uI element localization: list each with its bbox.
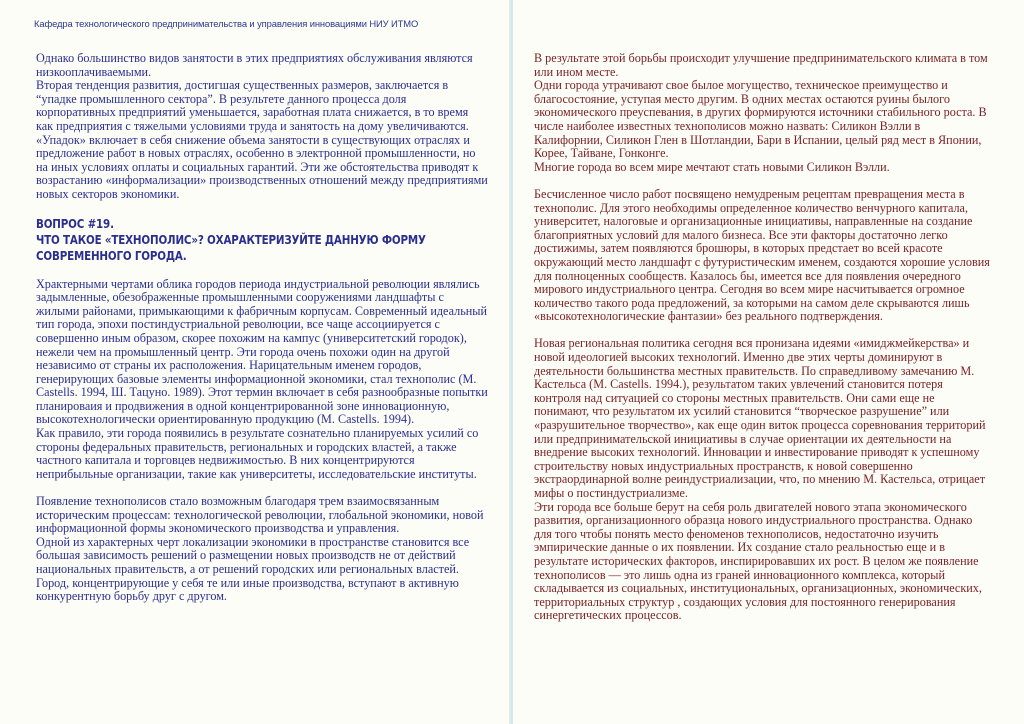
paragraph: Многие города во всем мире мечтают стать новыми Силикон Вэлли. — [534, 159, 890, 174]
paragraph-gap — [534, 174, 990, 188]
paragraph: Новая региональная политика сегодня вся пронизана идеями «имиджмейкерства» и новой идеологией высоких технологий. Именно две этих черты доминируют в деятельности большинства местных правительств. По справедливому замечанию М. Кастельса (M. Castells. 1994.), результатом таких увлечений становится потеря контроля над ситуацией со стороны местных правительств. Они сами еще не понимают, что результатом их усилий становится “творческое разрушение” или «разрушительное творчество», как еще один виток процесса соревнования территорий или предпринимательской инициативы в случае ориентации их деятельности на внедрение высоких технологий. Инновации и инвестирование приводят к успешному строительству новых индустриальных пространств, к новой совершенно экстраординарной волне реиндустриализации, что, по мнению М. Кастельса, отрицает мифы о постиндустриализме. — [534, 336, 986, 500]
paragraph: Однако большинство видов занятости в этих предприятиях обслуживания являются низкооплачиваемыми. — [36, 51, 473, 79]
left-page — [0, 0, 511, 724]
question-heading — [36, 216, 483, 264]
right-column — [534, 52, 990, 623]
paragraph: Одной из характерных черт локализации экономики в пространстве становится все большая зависимость решений о размещении новых производств не от действий национальных правительств, а от решений городских или региональных властей. Город, концентрирующие у себя те или иные производства, вступают в активную конкурентную борьбу друг с другом. — [36, 534, 470, 604]
paragraph-gap — [534, 324, 990, 338]
paragraph: Как правило, эти города появились в результате сознательно планируемых усилий со стороны федеральных правительств, региональных и городских властей, а также частного капитала и торговцев недвижимостью. В них концентрируются неприбыльные организации, такие как университеты, исследовательские институты. — [36, 426, 479, 481]
paragraph: Эти города все больше берут на себя роль двигателей нового этапа экономического развития, организационного образца нового индустриального пространства. Однако для того чтобы понять место феноменов технополисов, недостаточно изучить эмпирические данные о их появлении. Их создание стало реальностью еще и в результате исторических факторов, инспирировавших их рост. В целом же появление технополисов — это лишь одна из граней инновационного комплекса, который складывается из социальных, институциональных, организационных, экономических, территориальных структур , создающих условия для постоянного генерирования синергетических процессов. — [534, 499, 982, 623]
question-title-line: СОВРЕМЕННОГО ГОРОДА. — [36, 248, 187, 263]
paragraph: Бесчисленное число работ посвящено немудреным рецептам превращения места в технополис. Для этого необходимы определенное количество венчурного капитала, университет, налоговые и организационные инициативы, направленные на создание благоприятных условий для малого бизнеса. Все эти факторы достаточно легко достижимы, затем появляются брошюры, в которых предстает во всей красоте окружающий место ландшафт с футуристическим именем, создаются хорошие условия для полноценных сообществ. Казалось бы, имеется все для появления очередного мирового индустриального центра. Сегодня во всем мире насчитывается огромное количество такого рода предложений, за которыми на самом деле скрываются лишь «высокотехнологические фантазии» без реального подтверждения. — [534, 186, 990, 324]
paragraph: Храктерными чертами облика городов периода индустриальной революции являлись задымленные, обезображенные промышленными сооружениями ландшафты с жилыми районами, примыкающими к фабричным корпусам. Современный идеальный тип города, эпохи постиндустриальной революции, все чаще ассоциируется с совершенно иным образом, скорее похожим на кампус (университетский городок), нежели чем на промышленный центр. Эти города очень похожи один на другой независимо от страны их расположения. Нарицательным именем городов, генерирующих базовые элементы информационной экономики, стал технополис (M. Castells. 1994, Ш. Тацуно. 1989). Этот термин включает в себя разнообразные попытки планироваия и продвижения в одной концентрированной зоне инновационную, высокотехнологически ориентированную продукцию (M. Castells. 1994). — [36, 276, 488, 427]
paragraph: Вторая тенденция развития, достигшая существенных размеров, заключается в “упадке промышленного сектора”. В результете данного процесса доля корпоративных предприятий уменьшается, заработная плата снижается, в то время как предприятия с тяжелыми условиями труда и занятость на дому увеличиваются. «Упадок» включает в себя снижение объема занятости в существующих отраслях и предложение работ в новых отраслях, особенно в электронной промышленности, но на иных условиях оплаты и социальных гарантий. Эти же обстоятельства приводят к возрастанию «информализации» производственных отношений между предприятиями новых секторов экономики. — [36, 78, 488, 201]
left-column — [36, 52, 488, 604]
paragraph: В результате этой борьбы происходит улучшение предпринимательского климата в том или ином месте. — [534, 51, 988, 79]
paragraph: Появление технополисов стало возможным благодаря трем взаимосвязанным историческим процессам: технологической революции, глобальной экономики, новой информационной формы экономического производства и управления. — [36, 494, 484, 536]
paragraph-gap — [36, 481, 488, 495]
running-header: Кафедра технологического предпринимательства и управления инновациями НИУ ИТМО — [34, 18, 419, 29]
question-number: ВОПРОС #19. — [36, 216, 114, 231]
paragraph: Одни города утрачивают свое былое могущество, техническое преимущество и благосостояние, уступая место другим. В одних местах остаются руины былого экономического преуспевания, в других формируются источники стабильного роста. В числе наиболее известных технополисов можно назвать: Силикон Вэлли в Калифорнии, Силикон Глен в Шотландии, Бари в Испании, целый ряд мест в Японии, Корее, Тайване, Гонконге. — [534, 78, 987, 161]
question-title-line: ЧТО ТАКОЕ «ТЕХНОПОЛИС»? ОХАРАКТЕРИЗУЙТЕ ДАННУЮ ФОРМУ — [36, 232, 426, 247]
